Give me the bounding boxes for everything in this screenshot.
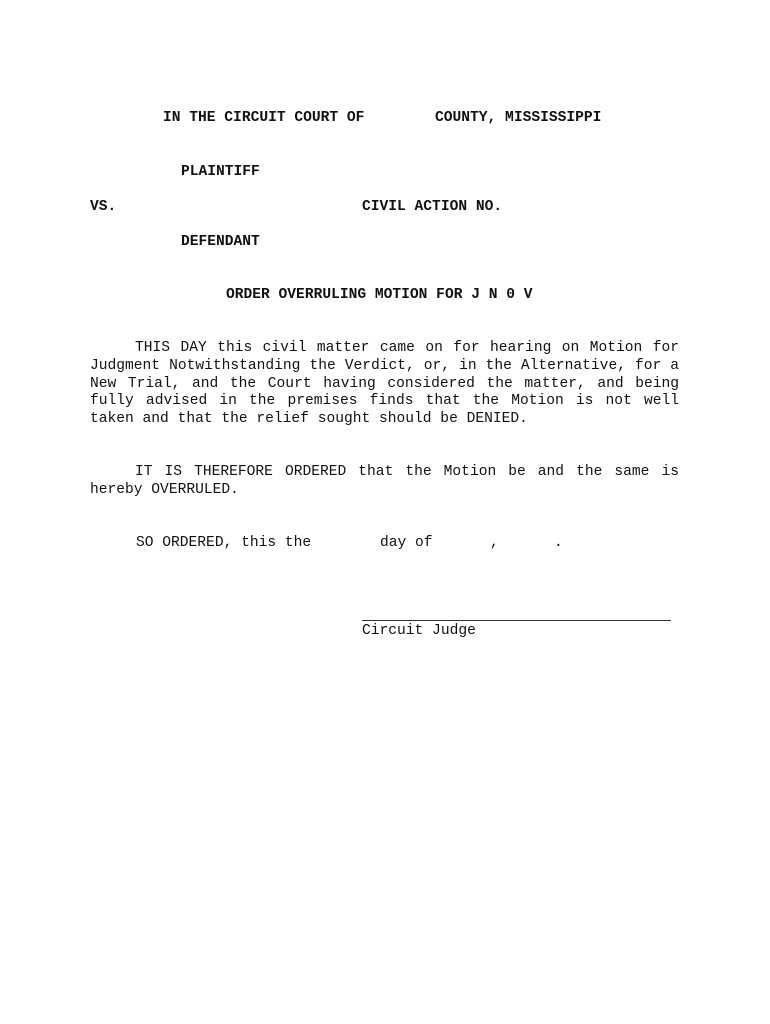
order-paragraph: IT IS THEREFORE ORDERED that the Motion be and the same is hereby OVERRULED.	[90, 464, 679, 498]
date-comma: ,	[490, 535, 499, 551]
court-header-right: COUNTY, MISSISSIPPI	[435, 110, 602, 126]
day-of-label: day of	[380, 535, 433, 551]
plaintiff-label: PLAINTIFF	[181, 164, 260, 180]
versus-label: VS.	[90, 199, 117, 215]
order-title: ORDER OVERRULING MOTION FOR J N 0 V	[226, 287, 533, 303]
court-header-left: IN THE CIRCUIT COURT OF	[163, 110, 365, 126]
defendant-label: DEFENDANT	[181, 234, 260, 250]
signature-label: Circuit Judge	[362, 623, 476, 639]
civil-action-label: CIVIL ACTION NO.	[362, 199, 503, 215]
date-period: .	[554, 535, 563, 551]
findings-paragraph: THIS DAY this civil matter came on for hearing on Motion for Judgment Notwithstanding the Verdict, or, in the Alternative, for a New Trial, and the Court having considered the matter, and being fully advised in the premises finds that the Motion is not well taken and that the relief sought should be DENIED.	[90, 340, 679, 428]
signature-line	[362, 620, 671, 621]
so-ordered-lead: SO ORDERED, this the	[136, 535, 312, 551]
